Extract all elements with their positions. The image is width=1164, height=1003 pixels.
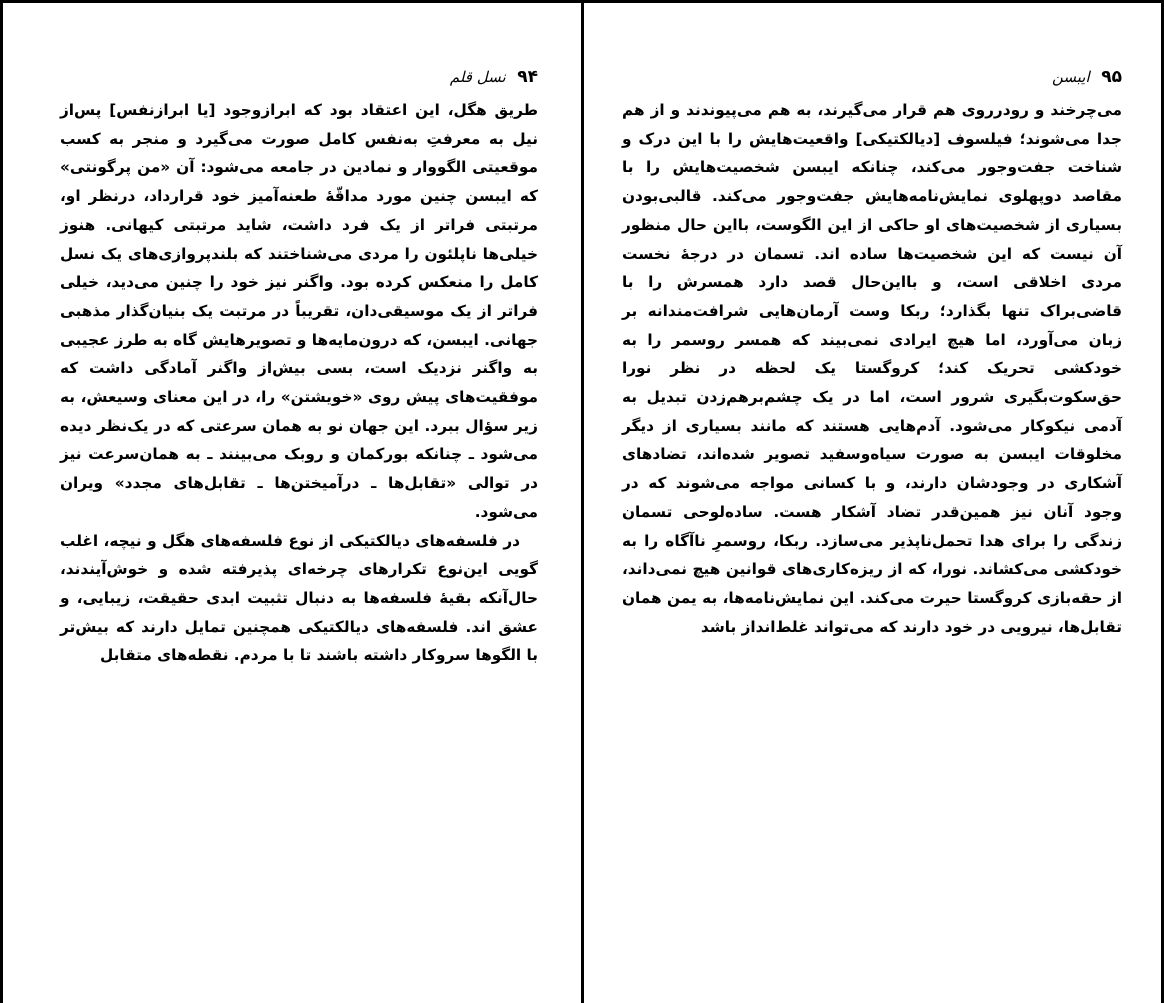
left-running-title: نسل قلم — [449, 68, 506, 86]
right-page — [622, 66, 1122, 641]
right-page-body — [622, 96, 1122, 641]
left-page-number: ۹۴ — [517, 67, 538, 87]
right-running-title: ایبسن — [1051, 68, 1090, 86]
left-paragraph-1: طریق هگل، این اعتقاد بود که ابرازوجود [یا ابرازنفس] پس‌از نیل به معرفتِ به‌نفس کامل صورت می‌گیرد و منجر به کسب موقعیتی الگووار و نمادین در جامعه می‌شود: آن «من پرگونتی» که ایبسن چنین مورد مداقّهٔ طعنه‌آمیز خود قرارداد، درنظر او، مرتبتی فراتر از یک فرد داشت، شاید مرتبتی کیهانی. هنوز خیلی‌ها ناپلئون را مردی می‌شناختند که بلندپروازی‌های یک نسل کامل را منعکس کرده بود. واگنر نیز خود را چنین می‌دید، خیلی فراتر از یک موسیقی‌دان، تقریباً در مرتبت یک بنیان‌گذار مذهبی جهانی. ایبسن، که درون‌مایه‌ها و تصویرهایش گاه به طرز عجیبی به واگنر نزدیک است، بسی بیش‌از واگنر آمادگی داشت که موفقیت‌های پیش روی «خویشتن» را، در این معنای وسیعش، به زیر سؤال ببرد. این جهان نو به همان سرعتی که در یک‌نظر دیده می‌شود ـ چنانکه بورکمان و روبک می‌بینند ـ به همان‌سرعت نیز در توالی «تقابل‌ها ـ درآمیختن‌ها ـ تقابل‌های مجدد» ویران می‌شود. — [60, 101, 538, 521]
left-paragraph-2: در فلسفه‌های دیالکتیکی از نوع فلسفه‌های هگل و نیچه، اغلب گویی این‌نوع تکرارهای چرخه‌ای پذیرفته شده و خوش‌آیندند، حال‌آنکه بقیهٔ فلسفه‌ها به دنبال تثبیت ابدی حقیقت، زیبایی، و عشق اند. فلسفه‌های دیالکتیکی همچنین تمایل دارند که بیش‌تر با الگوها سروکار داشته باشند تا با مردم. نقطه‌های متقابل — [60, 531, 538, 665]
page-border-left — [0, 0, 3, 1003]
right-page-header — [622, 66, 1122, 96]
left-page-header — [60, 66, 538, 96]
right-page-number: ۹۵ — [1101, 67, 1122, 87]
right-paragraph-1: می‌چرخند و رودرروی هم قرار می‌گیرند، به هم می‌پیوندند و از هم جدا می‌شوند؛ فیلسوف [دیالکتیکی] واقعیت‌هایش را با این درک و شناخت جفت‌وجور می‌کند، چنانکه ایبسن شخصیت‌هایش را با مقاصد دوپهلوی نمایش‌نامه‌هایش جفت‌وجور می‌کند. قالبی‌بودن بسیاری از شخصیت‌های او حاکی از این الگوست، بااین حال منظور آن نیست که این شخصیت‌ها ساده اند. تسمان در درجهٔ نخست مردی اخلاقی است، و بااین‌حال قصد دارد همسرش را با قاضی‌براک تنها بگذارد؛ ربکا وست آرمان‌هایی شرافت‌مندانه بر زبان می‌آورد، اما هیچ ایرادی نمی‌بیند که همسر روسمر را به خودکشی تحریک کند؛ کروگستا یک لحظه در نظر نورا حق‌سکوت‌بگیری شرور است، اما در یک چشم‌برهم‌زدن تبدیل به آدمی نیکوکار می‌شود. آدم‌هایی هستند که مانند بسیاری از دیگر مخلوقات ایبسن به صورت سیاه‌وسفید تصویر شده‌اند، تضادهای آشکاری در وجودشان دارند، و با کسانی مواجه می‌شوند که در وجود آنان نیز همین‌قدر تضاد آشکار هست. ساده‌لوحی تسمان زندگی را برای هدا تحمل‌ناپذیر می‌سازد. ربکا، روسمرِ ناآگاه را به خودکشی می‌کشاند. نورا، که از ریزه‌کاری‌های قوانین هیچ نمی‌داند، از حقه‌بازی کروگستا حیرت می‌کند. این نمایش‌نامه‌ها، به یمن همان تقابل‌ها، نیرویی در خود دارند که می‌تواند غلط‌انداز باشد — [622, 101, 1122, 636]
left-page-body — [60, 96, 538, 670]
left-page — [60, 66, 538, 670]
book-spine-divider — [581, 0, 584, 1003]
